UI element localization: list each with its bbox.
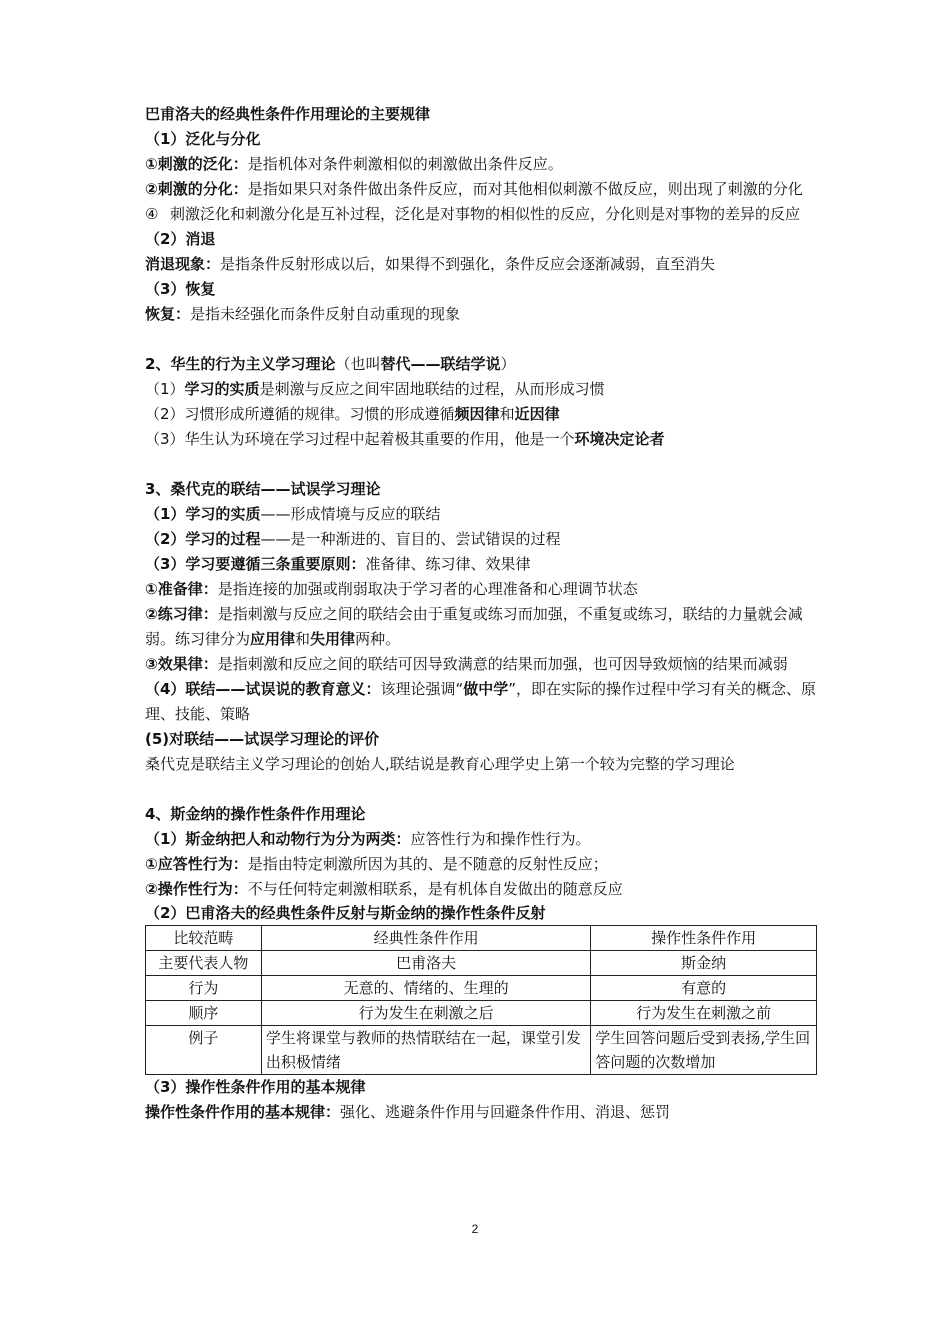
differentiation-line: ②刺激的分化：是指如果只对条件做出条件反应，而对其他相似刺激不做反应，则出现了刺激的分化	[145, 180, 803, 198]
section3-title: 3、桑代克的联结——试误学习理论	[145, 480, 381, 498]
table-row	[146, 926, 817, 951]
readiness-law-line: ①准备律：是指连接的加强或削弱取决于学习者的心理准备和心理调节状态	[145, 580, 638, 598]
complement-line: ④ 刺激泛化和刺激分化是互补过程，泛化是对事物的相似性的反应，分化则是对事物的差异的反应	[145, 205, 801, 223]
section4-title: 4、斯金纳的操作性条件作用理论	[145, 805, 366, 823]
educational-significance-line: （4）联结——试误说的教育意义：该理论强调“做中学”，即在实际的操作过程中学习有关的概念、原理、技能、策略	[145, 680, 817, 723]
table-cell: 学生将课堂与教师的热情联结在一起，课堂引发出积极情绪	[261, 1026, 590, 1075]
table-cell: 经典性条件作用	[261, 926, 590, 951]
table-row	[146, 951, 817, 976]
section2-line-3: （3）华生认为环境在学习过程中起着极其重要的作用，他是一个环境决定论者	[145, 430, 665, 448]
table-cell: 有意的	[591, 976, 817, 1001]
table-cell: 操作性条件作用	[591, 926, 817, 951]
table-cell: 巴甫洛夫	[261, 951, 590, 976]
effect-law-line: ③效果律：是指刺激和反应之间的联结可因导致满意的结果而加强，也可因导致烦恼的结果而减弱	[145, 655, 788, 673]
comparison-heading: （2）巴甫洛夫的经典性条件反射与斯金纳的操作性条件反射	[145, 904, 546, 922]
table-cell: 顺序	[146, 1001, 262, 1026]
operant-rules-line: 操作性条件作用的基本规律：强化、逃避条件作用与回避条件作用、消退、惩罚	[145, 1103, 671, 1121]
section2-line-1: （1）学习的实质是刺激与反应之间牢固地联结的过程，从而形成习惯	[145, 380, 605, 398]
table-cell: 行为发生在刺激之前	[591, 1001, 817, 1026]
table-cell: 主要代表人物	[146, 951, 262, 976]
table-cell: 比较范畴	[146, 926, 262, 951]
section2-line-2: （2）习惯形成所遵循的规律。习惯的形成遵循频因律和近因律	[145, 405, 560, 423]
table-row	[146, 1001, 817, 1026]
generalization-line: ①刺激的泛化：是指机体对条件刺激相似的刺激做出条件反应。	[145, 155, 563, 173]
table-row	[146, 976, 817, 1001]
operant-behavior-line: ②操作性行为：不与任何特定刺激相联系，是有机体自发做出的随意反应	[145, 880, 623, 898]
document-page	[145, 102, 817, 1125]
extinction-line: 消退现象：是指条件反射形成以后，如果得不到强化，条件反应会逐渐减弱，直至消失	[145, 255, 716, 273]
section1-title: 巴甫洛夫的经典性条件作用理论的主要规律	[145, 105, 431, 123]
table-cell: 行为	[146, 976, 262, 1001]
table-cell: 行为发生在刺激之后	[261, 1001, 590, 1026]
section4-line-1: （1）斯金纳把人和动物行为分为两类：应答性行为和操作性行为。	[145, 830, 591, 848]
evaluation-heading: (5)对联结——试误学习理论的评价	[145, 730, 380, 748]
section3-line-2: （2）学习的过程——是一种渐进的、盲目的、尝试错误的过程	[145, 530, 561, 548]
evaluation-line: 桑代克是联结主义学习理论的创始人,联结说是教育心理学史上第一个较为完整的学习理论	[145, 755, 735, 773]
table-cell: 学生回答问题后受到表扬,学生回答问题的次数增加	[591, 1026, 817, 1075]
section1-heading-3: （3）恢复	[145, 280, 216, 298]
table-cell: 斯金纳	[591, 951, 817, 976]
recovery-line: 恢复：是指未经强化而条件反射自动重现的现象	[145, 305, 461, 323]
section1-heading-1: （1）泛化与分化	[145, 130, 261, 148]
section4-heading-3: （3）操作性条件作用的基本规律	[145, 1078, 366, 1096]
section3-line-3: （3）学习要遵循三条重要原则：准备律、练习律、效果律	[145, 555, 531, 573]
comparison-table	[145, 925, 817, 1075]
respondent-behavior-line: ①应答性行为：是指由特定刺激所因为其的、是不随意的反射性反应；	[145, 855, 608, 873]
exercise-law-line: ②练习律：是指刺激与反应之间的联结会由于重复或练习而加强，不重复或练习，联结的力量就会减弱。练习律分为应用律和失用律两种。	[145, 605, 803, 648]
page-number: 2	[471, 1222, 479, 1236]
section3-line-1: （1）学习的实质——形成情境与反应的联结	[145, 505, 441, 523]
section1-heading-2: （2）消退	[145, 230, 216, 248]
table-cell: 无意的、情绪的、生理的	[261, 976, 590, 1001]
table-cell: 例子	[146, 1026, 262, 1075]
section2-title: 2、华生的行为主义学习理论（也叫替代——联结学说）	[145, 355, 516, 373]
table-row	[146, 1026, 817, 1075]
